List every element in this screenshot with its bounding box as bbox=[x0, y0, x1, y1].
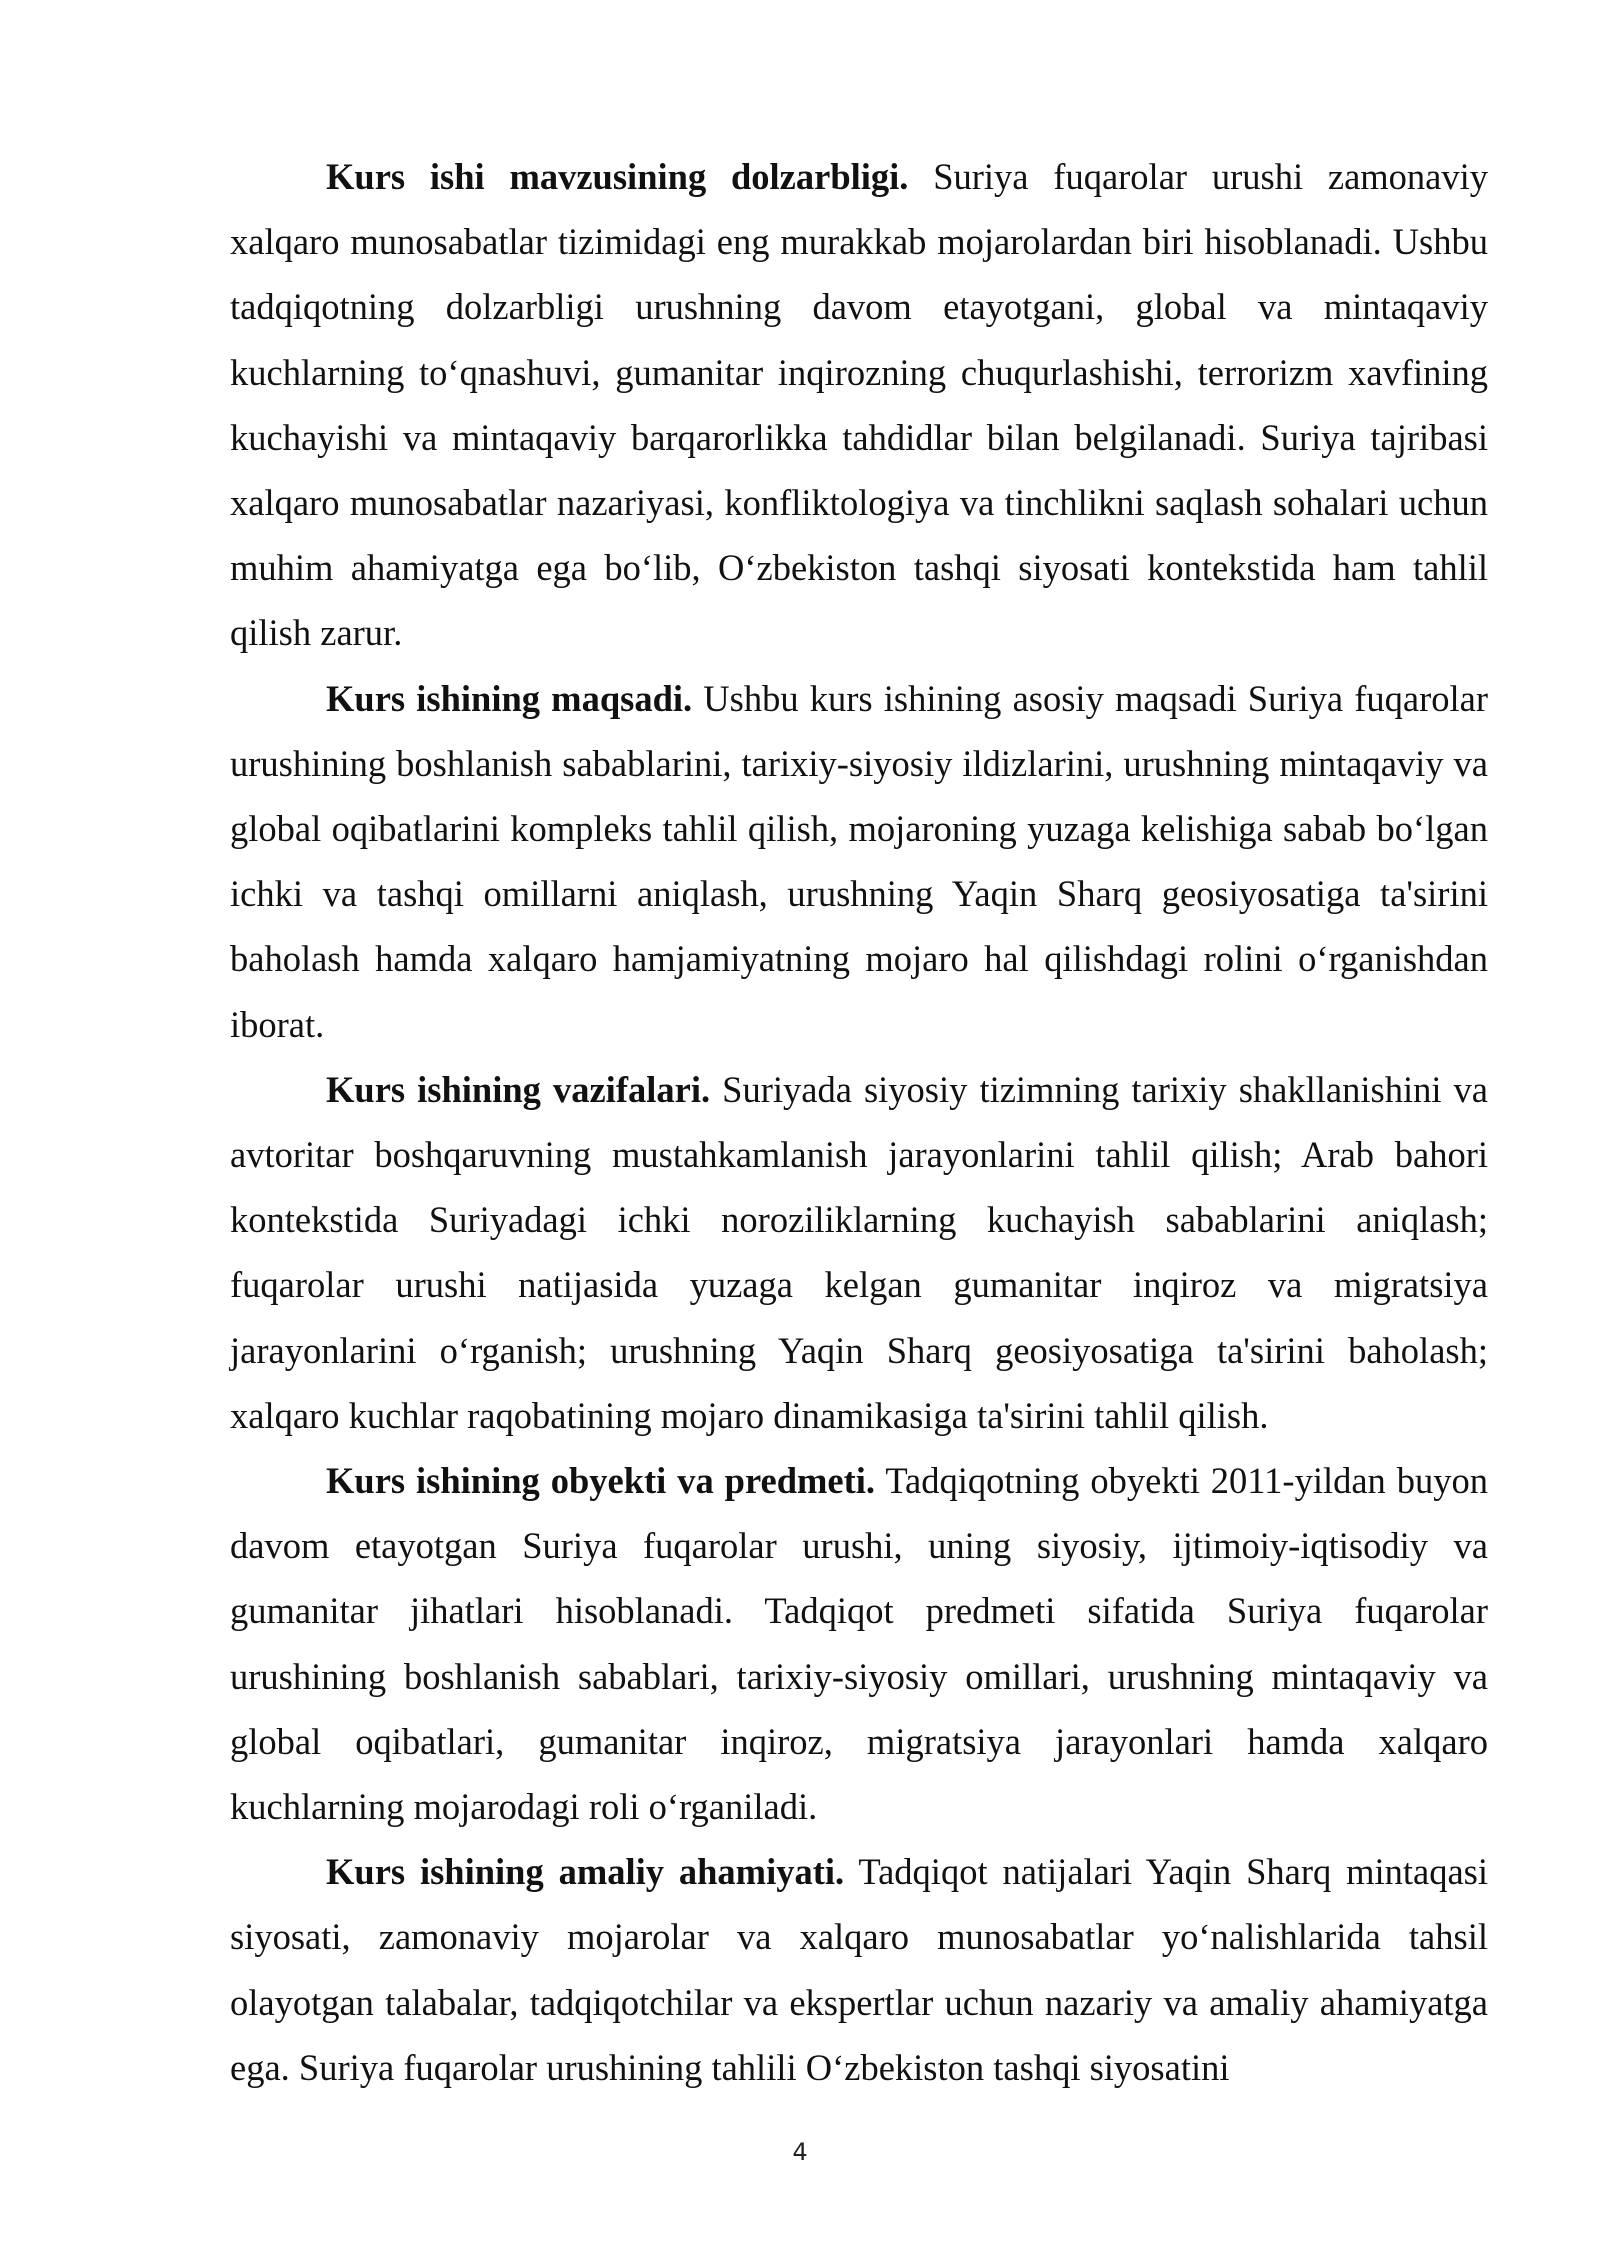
paragraph-text: Suriya fuqarolar urushi zamonaviy xalqaro munosabatlar tizimidagi eng murakkab mojarolardan biri hisoblanadi. Ushbu tadqiqotning dolzarbligi urushning davom etayotgani, global va mintaqaviy kuchlarning to‘qnashuvi, gumanitar inqirozning chuqurlashishi, terrorizm xavfining kuchayishi va mintaqaviy barqarorlikka tahdidlar bilan belgilanadi. Suriya tajribasi xalqaro munosabatlar nazariyasi, konfliktologiya va tinchlikni saqlash sohalari uchun muhim ahamiyatga ega bo‘lib, O‘zbekiston tashqi siyosati kontekstida ham tahlil qilish zarur. bbox=[230, 156, 1488, 654]
paragraph-heading: Kurs ishining amaliy ahamiyati. bbox=[326, 1851, 845, 1893]
paragraph-heading: Kurs ishining obyekti va predmeti. bbox=[326, 1460, 876, 1502]
paragraph-heading: Kurs ishining vazifalari. bbox=[326, 1068, 711, 1110]
paragraph-goal bbox=[230, 666, 1488, 1057]
paragraph-relevance bbox=[230, 144, 1488, 666]
paragraph-tasks bbox=[230, 1057, 1488, 1448]
paragraph-object-subject bbox=[230, 1448, 1488, 1839]
paragraph-heading: Kurs ishi mavzusining dolzarbligi. bbox=[326, 156, 909, 197]
paragraph-text: Tadqiqot natijalari Yaqin Sharq mintaqasi siyosati, zamonaviy mojarolar va xalqaro munosabatlar yo‘nalishlarida tahsil olayotgan talabalar, tadqiqotchilar va ekspertlar uchun nazariy va amaliy ahamiyatga ega. Suriya fuqarolar urushining tahlili O‘zbekiston tashqi siyosatini bbox=[230, 1851, 1488, 2088]
page-number: 4 bbox=[792, 2138, 808, 2166]
paragraph-heading: Kurs ishining maqsadi. bbox=[326, 677, 693, 719]
document-body bbox=[230, 144, 1488, 2100]
paragraph-practical-significance bbox=[230, 1839, 1488, 2100]
paragraph-text: Suriyada siyosiy tizimning tarixiy shakllanishini va avtoritar boshqaruvning mustahkamlanish jarayonlarini tahlil qilish; Arab bahori kontekstida Suriyadagi ichki noroziliklarning kuchayish sabablarini aniqlash; fuqarolar urushi natijasida yuzaga kelgan gumanitar inqiroz va migratsiya jarayonlarini o‘rganish; urushning Yaqin Sharq geosiyosatiga ta'sirini baholash; xalqaro kuchlar raqobatining mojaro dinamikasiga ta'sirini tahlil qilish. bbox=[230, 1068, 1488, 1436]
paragraph-text: Ushbu kurs ishining asosiy maqsadi Suriya fuqarolar urushining boshlanish sabablarini, tarixiy-siyosiy ildizlarini, urushning mintaqaviy va global oqibatlarini kompleks tahlil qilish, mojaroning yuzaga kelishiga sabab bo‘lgan ichki va tashqi omillarni aniqlash, urushning Yaqin Sharq geosiyosatiga ta'sirini baholash hamda xalqaro hamjamiyatning mojaro hal qilishdagi rolini o‘rganishdan iborat. bbox=[230, 677, 1488, 1045]
paragraph-text: Tadqiqotning obyekti 2011-yildan buyon davom etayotgan Suriya fuqarolar urushi, uning siyosiy, ijtimoiy-iqtisodiy va gumanitar jihatlari hisoblanadi. Tadqiqot predmeti sifatida Suriya fuqarolar urushining boshlanish sabablari, tarixiy-siyosiy omillari, urushning mintaqaviy va global oqibatlari, gumanitar inqiroz, migratsiya jarayonlari hamda xalqaro kuchlarning mojarodagi roli o‘rganiladi. bbox=[230, 1460, 1488, 1828]
